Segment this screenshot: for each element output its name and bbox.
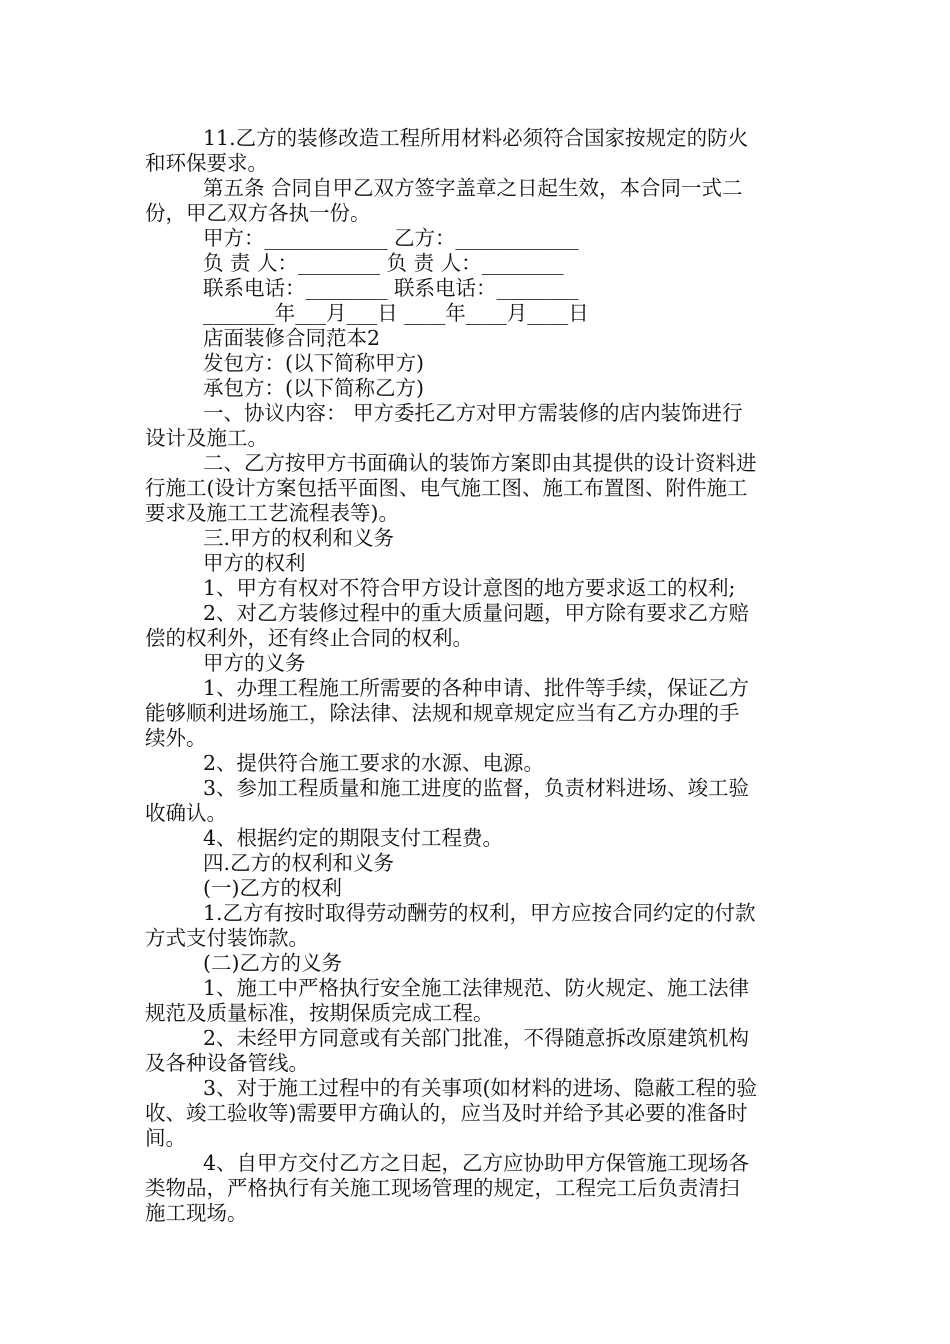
section-title: 店面装修合同范本2	[203, 326, 381, 350]
text-line: 3、对于施工过程中的有关事项(如材料的进场、隐蔽工程的验	[203, 1076, 758, 1100]
text-line: 3、参加工程质量和施工进度的监督，负责材料进场、竣工验	[203, 776, 750, 800]
text-line: 及各种设备管线。	[145, 1051, 309, 1075]
text-line: 1、施工中严格执行安全施工法律规范、防火规定、施工法律	[203, 976, 750, 1000]
text-line: 设计及施工。	[145, 426, 268, 450]
text-line: 11.乙方的装修改造工程所用材料必须符合国家按规定的防火	[203, 126, 749, 150]
text-line: 2、未经甲方同意或有关部门批准，不得随意拆改原建筑机构	[203, 1026, 750, 1050]
text-line: 承包方：(以下简称乙方)	[203, 376, 424, 400]
text-line: 4、自甲方交付乙方之日起，乙方应协助甲方保管施工现场各	[203, 1151, 750, 1175]
text-line: 行施工(设计方案包括平面图、电气施工图、施工布置图、附件施工	[145, 476, 748, 500]
text-line: 一、协议内容： 甲方委托乙方对甲方需装修的店内装饰进行	[203, 401, 743, 425]
section-heading: 四.乙方的权利和义务	[203, 851, 395, 875]
text-line: 间。	[145, 1126, 186, 1150]
text-line: 二、乙方按甲方书面确认的装饰方案即由其提供的设计资料进	[203, 451, 757, 475]
text-line: 能够顺利进场施工，除法律、法规和规章规定应当有乙方办理的手	[145, 701, 740, 725]
text-line: 收、竣工验收等)需要甲方确认的，应当及时并给予其必要的准备时	[145, 1101, 748, 1125]
subsection-heading: 甲方的义务	[203, 651, 306, 675]
text-line: 续外。	[145, 726, 207, 750]
text-line: 发包方：(以下简称甲方)	[203, 351, 424, 375]
text-line: 1、办理工程施工所需要的各种申请、批件等手续，保证乙方	[203, 676, 750, 700]
signature-date-line: _______年___月___日 ____年____月____日	[203, 301, 589, 325]
text-line: 4、根据约定的期限支付工程费。	[203, 826, 504, 850]
text-line: 施工现场。	[145, 1201, 248, 1225]
subsection-heading: (二)乙方的义务	[203, 951, 342, 975]
text-line: 第五条 合同自甲乙双方签字盖章之日起生效，本合同一式二	[203, 176, 743, 200]
section-heading: 三.甲方的权利和义务	[203, 526, 395, 550]
subsection-heading: (一)乙方的权利	[203, 876, 342, 900]
text-line: 偿的权利外，还有终止合同的权利。	[145, 626, 473, 650]
text-line: 2、提供符合施工要求的水源、电源。	[203, 751, 545, 775]
text-line: 1、甲方有权对不符合甲方设计意图的地方要求返工的权利;	[203, 576, 736, 600]
text-line: 1.乙方有按时取得劳动酬劳的权利，甲方应按合同约定的付款	[203, 901, 756, 925]
signature-party-line: 甲方：____________ 乙方：____________	[203, 226, 579, 250]
signature-responsible-line: 负 责 人：________ 负 责 人：________	[203, 251, 564, 275]
text-line: 和环保要求。	[145, 151, 268, 175]
subsection-heading: 甲方的权利	[203, 551, 306, 575]
text-line: 份，甲乙双方各执一份。	[145, 201, 371, 225]
text-line: 类物品，严格执行有关施工现场管理的规定，工程完工后负责清扫	[145, 1176, 740, 1200]
text-line: 规范及质量标准，按期保质完成工程。	[145, 1001, 494, 1025]
signature-phone-line: 联系电话：________ 联系电话：________	[203, 276, 579, 300]
text-line: 方式支付装饰款。	[145, 926, 309, 950]
text-line: 2、对乙方装修过程中的重大质量问题，甲方除有要求乙方赔	[203, 601, 750, 625]
text-line: 要求及施工工艺流程表等)。	[145, 501, 399, 525]
text-line: 收确认。	[145, 801, 227, 825]
